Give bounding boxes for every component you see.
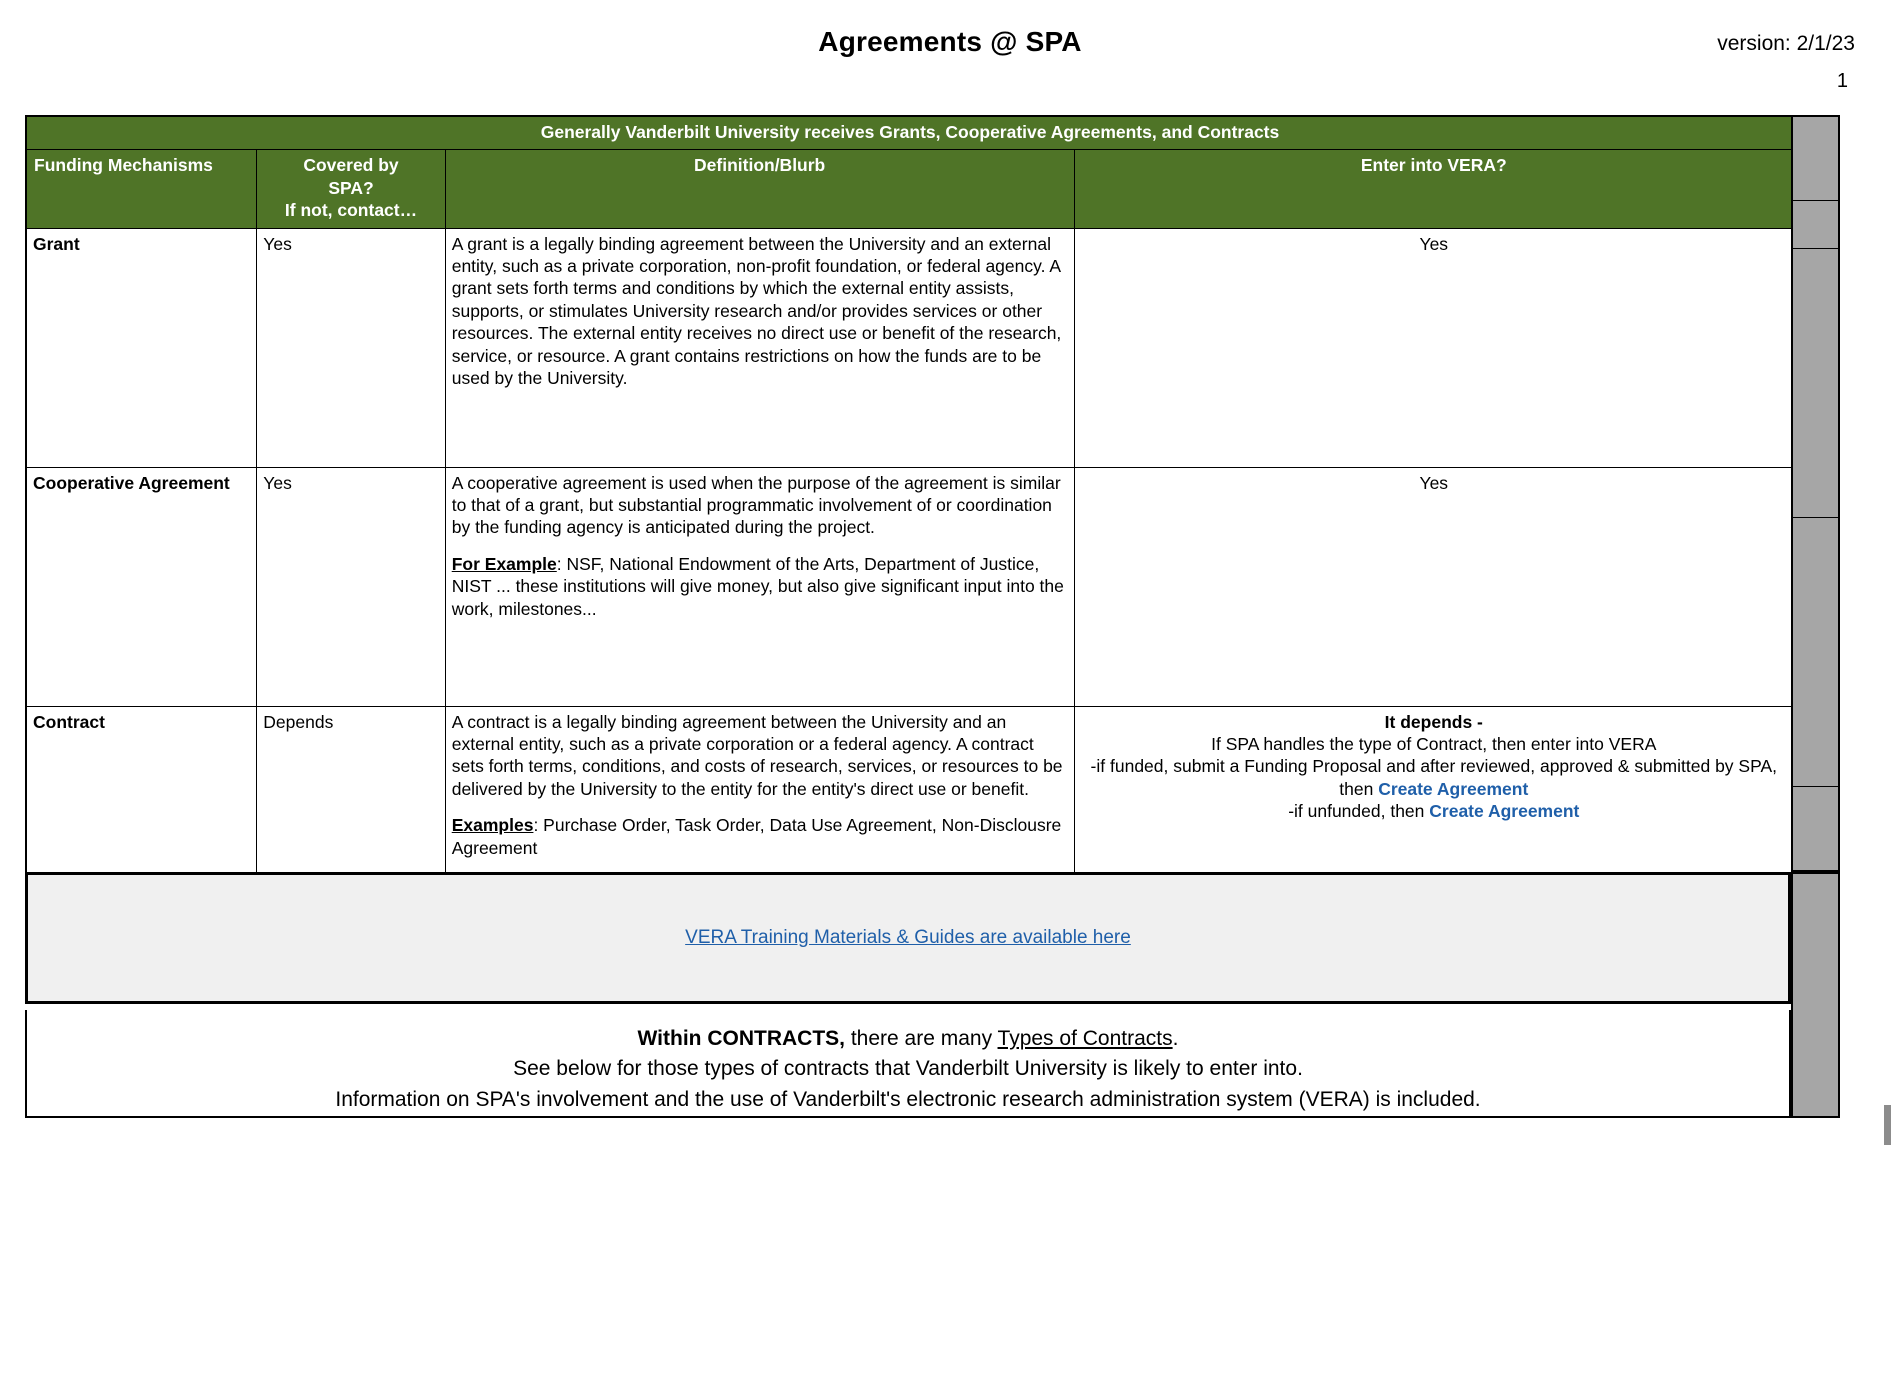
vera-training-materials-link[interactable]: VERA Training Materials & Guides are available here <box>685 927 1131 948</box>
note-line-3: Information on SPA's involvement and the use of Vanderbilt's electronic research administration system (VERA) is included. <box>335 1087 1481 1111</box>
example-text: : NSF, National Endowment of the Arts, Department of Justice, NIST ... these institutions will give money, but also give significant input into the work, milestones... <box>451 553 1064 619</box>
table-row <box>26 467 1794 706</box>
examples-label: Examples <box>451 815 534 836</box>
version-label: version: 2/1/23 <box>1717 32 1855 55</box>
column-header-covered <box>257 150 445 228</box>
mechanism-grant: Grant <box>26 228 257 467</box>
gutter-divider-3 <box>1791 517 1840 518</box>
covered-contract: Depends <box>257 706 445 906</box>
right-gutter-lower <box>1791 872 1840 1118</box>
gutter-divider-2 <box>1791 248 1840 249</box>
vera-contract-line-1: If SPA handles the type of Contract, then enter into VERA <box>1211 733 1657 754</box>
note-line-1-end: . <box>1172 1027 1179 1050</box>
column-header-mechanism: Funding Mechanisms <box>26 150 257 228</box>
definition-grant: A grant is a legally binding agreement between the University and an external entity, such as a private corporation, non-profit foundation, or federal agency. A grant sets forth terms and conditions by which the external entity assists, supports, or stimulates University research and/or provides services or other resources. The external entity receives no direct use or benefit of the research, service, or resource. A grant contains restrictions on how the funds are to be used by the University. <box>445 228 1074 467</box>
vera-contract-line-2 <box>1081 755 1787 800</box>
agreements-table-wrapper <box>25 115 1840 907</box>
table-row <box>26 228 1794 467</box>
definition-example <box>452 814 1068 859</box>
note-line-2: See below for those types of contracts that Vanderbilt University is likely to enter into. <box>513 1057 1303 1081</box>
covered-cooperative-agreement: Yes <box>257 467 445 706</box>
vera-cooperative-agreement: Yes <box>1074 467 1794 706</box>
scrollbar-thumb[interactable] <box>1884 1105 1891 1145</box>
table-banner: Generally Vanderbilt University receives Grants, Cooperative Agreements, and Contracts <box>26 116 1794 150</box>
covered-line-3: If not, contact… <box>284 200 418 221</box>
column-header-definition: Definition/Blurb <box>445 150 1074 228</box>
gutter-divider-1 <box>1791 200 1840 201</box>
vera-contract-line-3-text: -if unfunded, then <box>1288 801 1430 822</box>
training-materials-box <box>25 872 1791 1004</box>
note-line-1-bold: Within CONTRACTS, <box>637 1027 845 1050</box>
agreements-table <box>25 115 1795 907</box>
contracts-note-box <box>25 1010 1791 1118</box>
mechanism-cooperative-agreement: Cooperative Agreement <box>26 467 257 706</box>
column-header-vera: Enter into VERA? <box>1074 150 1794 228</box>
vera-contract-line-3 <box>1081 800 1787 822</box>
covered-line-1: Covered by <box>303 155 399 176</box>
definition-body: A cooperative agreement is used when the purpose of the agreement is similar to that of a grant, but substantial programmatic involvement of or coordination by the funding agency is anticipated during the project. <box>451 472 1061 538</box>
mechanism-contract: Contract <box>26 706 257 906</box>
table-banner-row <box>26 116 1794 150</box>
table-header-row <box>26 150 1794 228</box>
note-line-1-mid: there are many <box>845 1027 998 1050</box>
vera-grant: Yes <box>1074 228 1794 467</box>
note-line-1-underline: Types of Contracts <box>997 1027 1173 1050</box>
page-title: Agreements @ SPA <box>818 26 1082 57</box>
example-label: For Example <box>451 553 557 574</box>
create-agreement-link-unfunded[interactable]: Create Agreement <box>1429 801 1580 822</box>
vera-contract-title: It depends - <box>1384 711 1483 732</box>
note-line-1 <box>27 1024 1789 1054</box>
examples-text: : Purchase Order, Task Order, Data Use Agreement, Non-Disclousre Agreement <box>451 815 1062 858</box>
covered-line-2: SPA? <box>328 177 374 198</box>
covered-grant: Yes <box>257 228 445 467</box>
definition-body: A contract is a legally binding agreement between the University and an external entity, such as a private corporation or a federal agency. A contract sets forth terms, conditions, and costs of research, services, or resources to be delivered by the University to the entity for the entity's direct use or benefit. <box>451 711 1063 799</box>
create-agreement-link-funded[interactable]: Create Agreement <box>1378 778 1529 799</box>
vera-contract-line-2-text: -if funded, submit a Funding Proposal and after reviewed, approved & submitted by SPA, then <box>1090 756 1777 799</box>
page-number: 1 <box>1836 70 1848 92</box>
definition-example <box>452 553 1068 620</box>
definition-cooperative-agreement <box>445 467 1074 706</box>
gutter-divider-4 <box>1791 786 1840 787</box>
right-gutter-upper <box>1791 115 1840 872</box>
